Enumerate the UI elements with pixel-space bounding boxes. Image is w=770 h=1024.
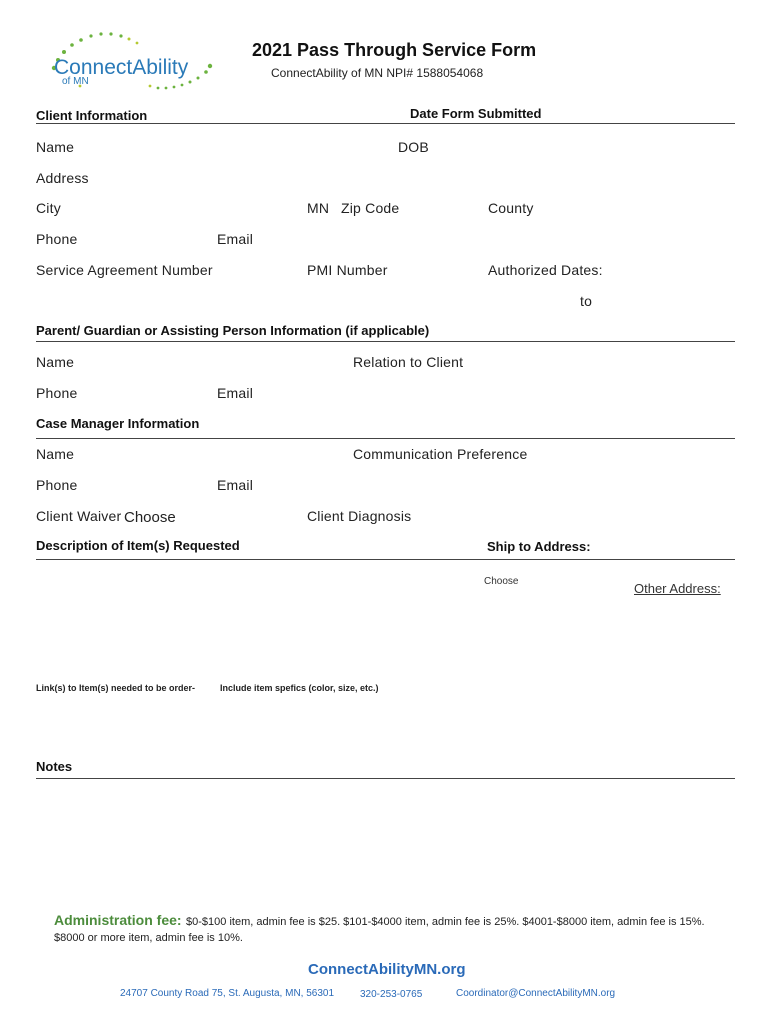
county-label: County xyxy=(488,200,534,216)
dob-label: DOB xyxy=(398,139,429,155)
admin-fee-highlight: Administration fee: xyxy=(54,912,182,928)
client-phone-field[interactable] xyxy=(80,228,210,250)
divider xyxy=(36,341,735,342)
client-email-label: Email xyxy=(217,231,254,247)
divider xyxy=(36,438,735,439)
county-field[interactable] xyxy=(540,197,730,219)
waiver-label: Client Waiver xyxy=(36,508,122,524)
other-address-label: Other Address: xyxy=(634,581,721,596)
logo-sub: of MN xyxy=(62,76,89,87)
divider xyxy=(36,123,735,124)
cm-name-field[interactable] xyxy=(80,443,340,465)
connectability-logo xyxy=(40,30,220,94)
case-manager-heading: Case Manager Information xyxy=(36,416,200,431)
relation-field[interactable] xyxy=(466,351,726,373)
notes-field[interactable] xyxy=(36,784,735,904)
date-submitted-field[interactable] xyxy=(550,103,730,125)
diagnosis-field[interactable] xyxy=(410,505,730,527)
links-note: Include item spefics (color, size, etc.) xyxy=(220,683,379,693)
guardian-phone-field[interactable] xyxy=(80,382,210,404)
authorized-dates-label: Authorized Dates: xyxy=(488,262,603,278)
state-label: MN xyxy=(307,200,330,216)
service-agreement-label: Service Agreement Number xyxy=(36,262,213,278)
npi-number: ConnectAbility of MN NPI# 1588054068 xyxy=(271,66,484,80)
links-field[interactable] xyxy=(36,698,735,753)
city-field[interactable] xyxy=(66,197,296,219)
notes-heading: Notes xyxy=(36,759,73,774)
client-name-label: Name xyxy=(36,139,75,155)
waiver-select[interactable]: Choose xyxy=(124,509,176,526)
ship-to-heading: Ship to Address: xyxy=(487,539,591,554)
authorized-start-field[interactable] xyxy=(488,290,578,312)
client-email-field[interactable] xyxy=(258,228,728,250)
date-submitted-label: Date Form Submitted xyxy=(410,106,542,121)
cm-name-label: Name xyxy=(36,446,75,462)
zip-label: Zip Code xyxy=(341,200,400,216)
city-label: City xyxy=(36,200,61,216)
guardian-email-label: Email xyxy=(217,385,254,401)
address-field[interactable] xyxy=(92,167,692,189)
divider xyxy=(36,559,735,560)
communication-field[interactable] xyxy=(530,443,730,465)
communication-label: Communication Preference xyxy=(353,446,528,462)
diagnosis-label: Client Diagnosis xyxy=(307,508,412,524)
client-phone-label: Phone xyxy=(36,231,78,247)
service-agreement-field[interactable] xyxy=(36,282,286,304)
description-field[interactable] xyxy=(36,565,466,675)
pmi-label: PMI Number xyxy=(307,262,388,278)
guardian-heading: Parent/ Guardian or Assisting Person Information (if applicable) xyxy=(36,323,430,338)
footer-email[interactable]: Coordinator@ConnectAbilityMN.org xyxy=(456,988,616,999)
relation-label: Relation to Client xyxy=(353,354,464,370)
ship-to-select[interactable]: Choose xyxy=(484,576,519,587)
links-label: Link(s) to Item(s) needed to be order- xyxy=(36,683,196,693)
guardian-name-label: Name xyxy=(36,354,75,370)
guardian-phone-label: Phone xyxy=(36,385,78,401)
cm-phone-field[interactable] xyxy=(80,474,210,496)
client-info-heading: Client Information xyxy=(36,108,148,123)
footer-address: 24707 County Road 75, St. Augusta, MN, 56301 xyxy=(120,988,335,999)
pmi-field[interactable] xyxy=(307,282,477,304)
to-label: to xyxy=(580,293,593,309)
authorized-end-field[interactable] xyxy=(600,290,730,312)
footer-phone: 320-253-0765 xyxy=(360,989,423,1000)
cm-email-field[interactable] xyxy=(258,474,728,496)
admin-fee-line2: $8000 or more item, admin fee is 10%. xyxy=(54,932,243,944)
guardian-email-field[interactable] xyxy=(258,382,728,404)
logo-name: ConnectAbility xyxy=(54,56,189,79)
cm-phone-label: Phone xyxy=(36,477,78,493)
client-name-field[interactable] xyxy=(80,136,380,158)
other-address-field[interactable] xyxy=(484,600,734,670)
dob-field[interactable] xyxy=(430,136,630,158)
admin-fee-line1: $0-$100 item, admin fee is $25. $101-$4000 item, admin fee is 25%. $4001-$8000 item, admin fee is 15%. xyxy=(186,916,705,928)
admin-fee-line xyxy=(54,912,705,930)
form-title: 2021 Pass Through Service Form xyxy=(252,40,537,60)
cm-email-label: Email xyxy=(217,477,254,493)
footer-website[interactable]: ConnectAbilityMN.org xyxy=(308,961,466,978)
zip-field[interactable] xyxy=(400,197,480,219)
address-label: Address xyxy=(36,170,89,186)
guardian-name-field[interactable] xyxy=(80,351,340,373)
divider xyxy=(36,778,735,779)
description-heading: Description of Item(s) Requested xyxy=(36,538,240,553)
